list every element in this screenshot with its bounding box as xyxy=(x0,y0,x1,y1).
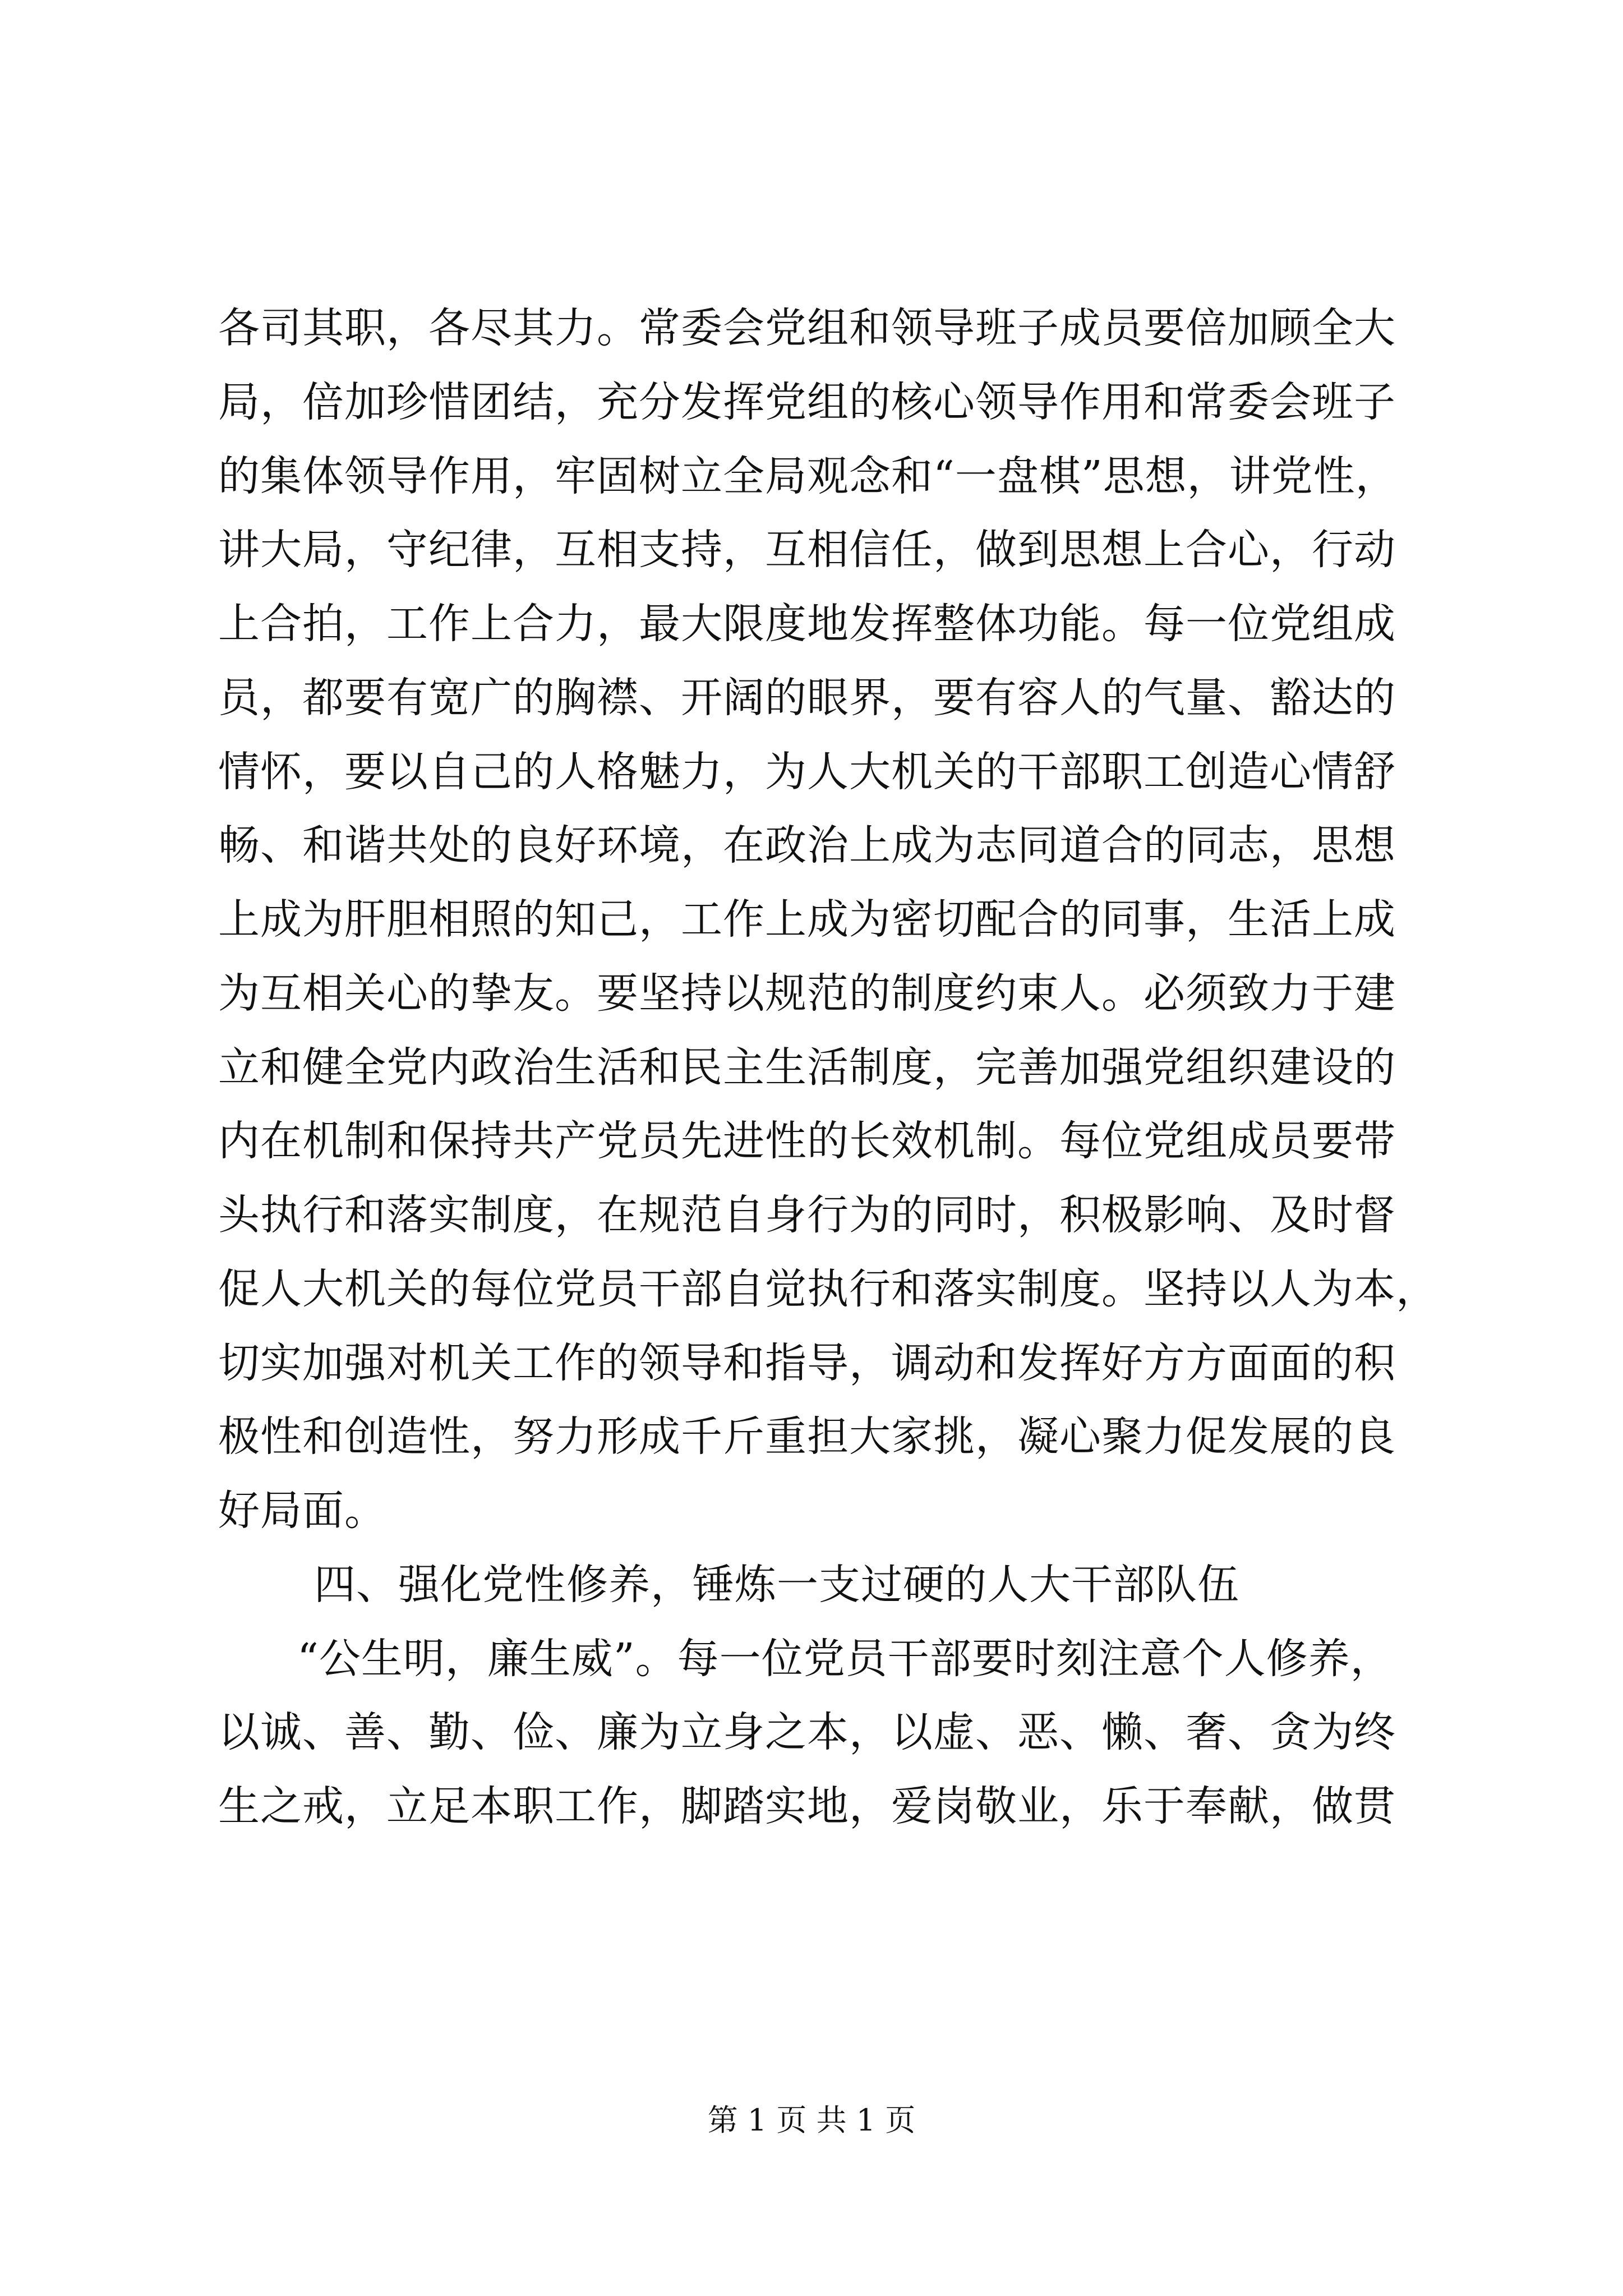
body-text-line-8: 畅、和谐共处的良好环境，在政治上成为志同道合的同志，思想 xyxy=(218,821,1396,869)
body-text-line-17: 好局面。 xyxy=(218,1487,386,1535)
body-text-line-11: 立和健全党内政治生活和民主生活制度，完善加强党组织建设的 xyxy=(218,1043,1396,1092)
body-text-line-10: 为互相关心的挚友。要坚持以规范的制度约束人。必须致力于建 xyxy=(218,969,1396,1018)
body-text-line-14: 促人大机关的每位党员干部自觉执行和落实制度。坚持以人为本， xyxy=(218,1265,1438,1313)
page-footer: 第 1 页 共 1 页 xyxy=(707,2102,916,2138)
body-text-line-9: 上成为肝胆相照的知己，工作上成为密切配合的同事，生活上成 xyxy=(218,895,1396,944)
body-text-line-6: 员，都要有宽广的胸襟、开阔的眼界，要有容人的气量、豁达的 xyxy=(218,674,1396,722)
body-text-line-19: “公生明，廉生威”。每一位党员干部要时刻注意个人修养， xyxy=(297,1635,1393,1683)
body-text-line-15: 切实加强对机关工作的领导和指导，调动和发挥好方方面面的积 xyxy=(218,1339,1396,1387)
body-text-line-13: 头执行和落实制度，在规范自身行为的同时，积极影响、及时督 xyxy=(218,1191,1396,1239)
body-text-line-7: 情怀，要以自己的人格魅力，为人大机关的干部职工创造心情舒 xyxy=(218,748,1396,796)
section-heading: 四、强化党性修养，锤炼一支过硬的人大干部队伍 xyxy=(314,1561,1239,1609)
body-text-line-4: 讲大局，守纪律，互相支持，互相信任，做到思想上合心，行动 xyxy=(218,526,1396,574)
body-text-line-21: 生之戒，立足本职工作，脚踏实地，爱岗敬业，乐于奉献，做贯 xyxy=(218,1782,1396,1830)
body-text-line-16: 极性和创造性，努力形成千斤重担大家挑，凝心聚力促发展的良 xyxy=(218,1412,1396,1461)
body-text-line-2: 局，倍加珍惜团结，充分发挥党组的核心领导作用和常委会班子 xyxy=(218,378,1396,426)
body-text-line-1: 各司其职，各尽其力。常委会党组和领导班子成员要倍加顾全大 xyxy=(218,304,1396,352)
body-text-line-12: 内在机制和保持共产党员先进性的长效机制。每位党组成员要带 xyxy=(218,1117,1396,1165)
body-text-line-20: 以诚、善、勤、俭、廉为立身之本，以虚、恶、懒、奢、贪为终 xyxy=(218,1708,1396,1756)
body-text-line-5: 上合拍，工作上合力，最大限度地发挥整体功能。每一位党组成 xyxy=(218,600,1396,648)
body-text-line-3: 的集体领导作用，牢固树立全局观念和“一盘棋”思想，讲党性， xyxy=(218,452,1398,500)
